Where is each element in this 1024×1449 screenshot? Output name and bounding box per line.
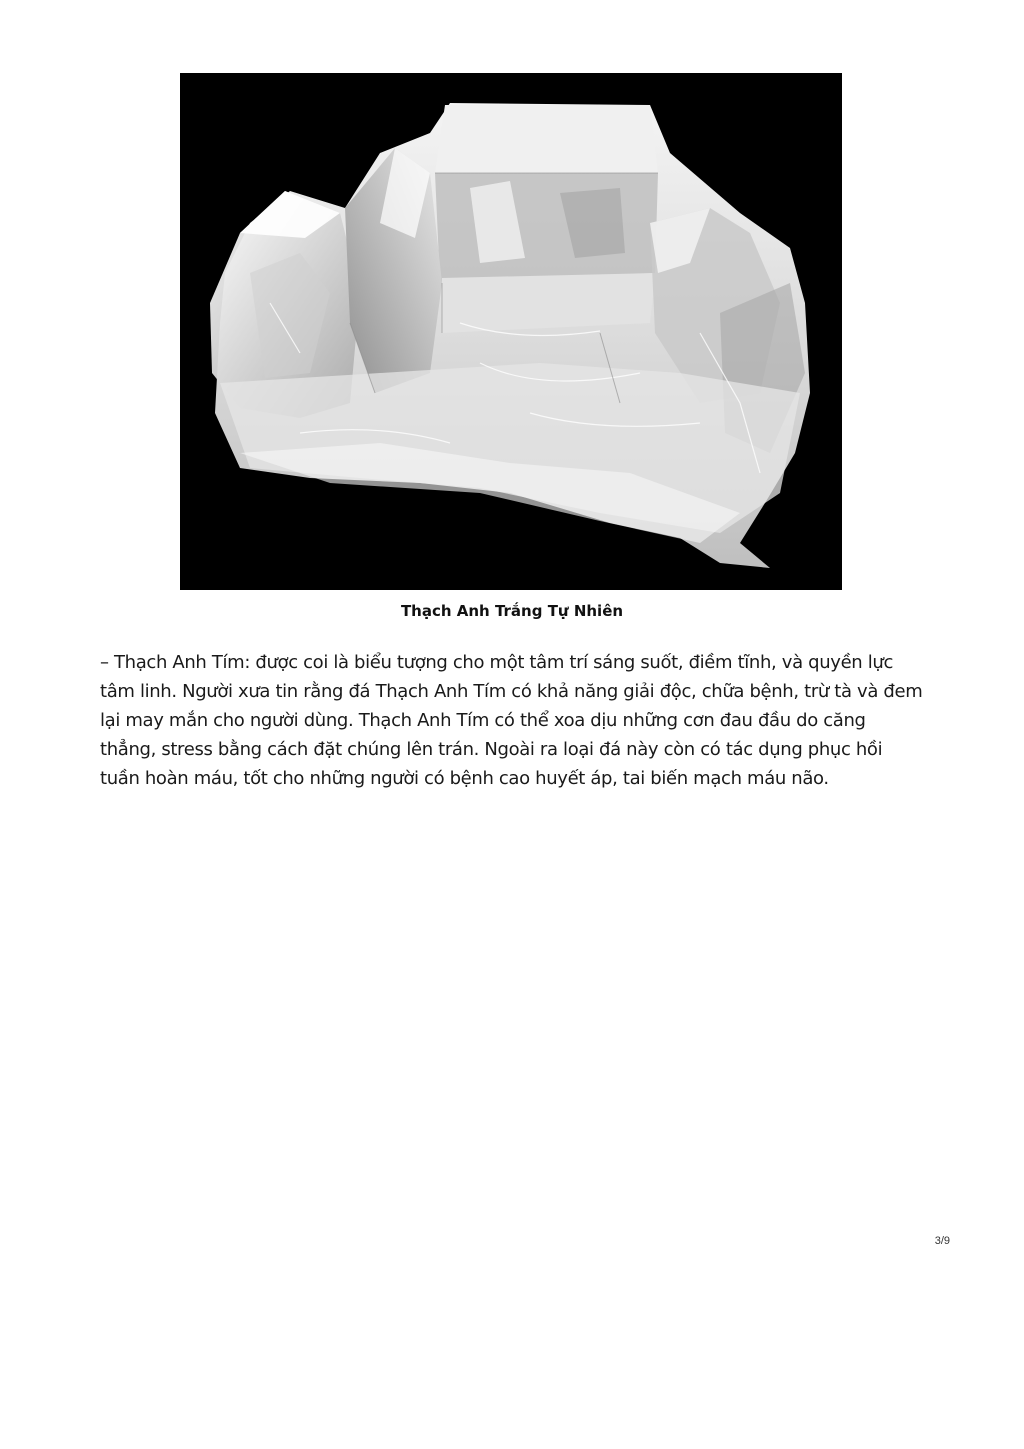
figure-caption: Thạch Anh Trắng Tự Nhiên (400, 602, 624, 620)
white-quartz-image (180, 73, 842, 590)
body-paragraph: – Thạch Anh Tím: được coi là biểu tượng cho một tâm trí sáng suốt, điềm tĩnh, và quyền lực tâm linh. Người xưa tin rằng đá Thạch Anh Tím có khả năng giải độc, chữa bệnh, trừ tà và đem lại may mắn cho người dùng. Thạch Anh Tím có thể xoa dịu những cơn đau đầu do căng thẳng, stress bằng cách đặt chúng lên trán. Ngoài ra loại đá này còn có tác dụng phục hồi tuần hoàn máu, tốt cho những người có bệnh cao huyết áp, tai biến mạch máu não. (100, 652, 923, 789)
page-number: 3/9 (934, 1235, 950, 1247)
crystal-photo (180, 73, 842, 590)
